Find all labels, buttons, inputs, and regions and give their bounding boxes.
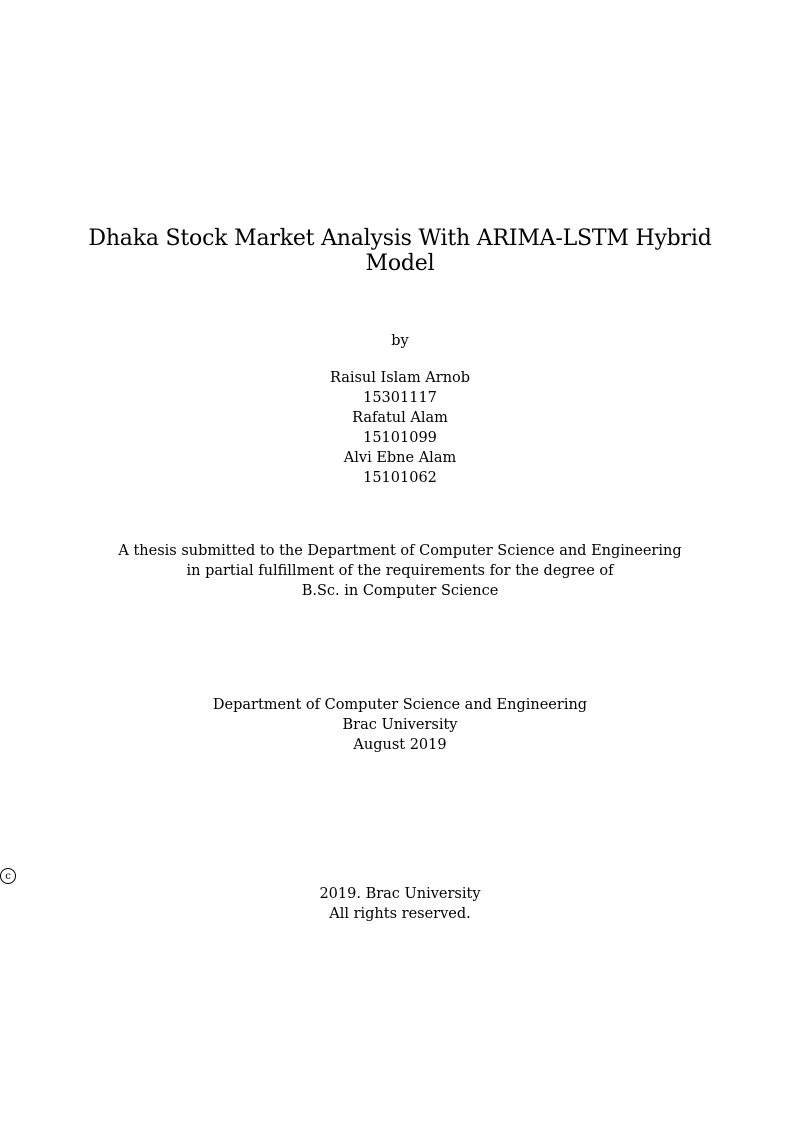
- copyright-text: 2019. Brac University: [319, 886, 481, 902]
- university-name: Brac University: [342, 717, 458, 733]
- thesis-statement-line-2: in partial fulfillment of the requirements for the degree of: [186, 563, 614, 579]
- author-id: 15301117: [363, 390, 437, 406]
- thesis-statement-line-3: B.Sc. in Computer Science: [301, 583, 499, 599]
- copyright-line: [0, 868, 800, 904]
- copyright-icon: c: [0, 868, 16, 884]
- copyright-notice: [0, 868, 800, 924]
- author-name: Rafatul Alam: [352, 410, 448, 426]
- author-id: 15101099: [363, 430, 437, 446]
- thesis-title-line-1: Dhaka Stock Market Analysis With ARIMA-LSTM Hybrid: [88, 226, 712, 251]
- rights-reserved: All rights reserved.: [329, 906, 471, 922]
- submission-date: August 2019: [353, 737, 447, 753]
- thesis-statement: [0, 541, 800, 601]
- department-info: [0, 695, 800, 755]
- thesis-statement-line-1: A thesis submitted to the Department of Computer Science and Engineering: [118, 543, 682, 559]
- by-label: by: [391, 333, 409, 349]
- author-id: 15101062: [363, 470, 437, 486]
- author-name: Alvi Ebne Alam: [343, 450, 457, 466]
- thesis-title: [0, 226, 800, 276]
- thesis-title-line-2: Model: [365, 251, 435, 276]
- department-name: Department of Computer Science and Engineering: [212, 697, 588, 713]
- author-name: Raisul Islam Arnob: [329, 370, 471, 386]
- author-list: [0, 368, 800, 488]
